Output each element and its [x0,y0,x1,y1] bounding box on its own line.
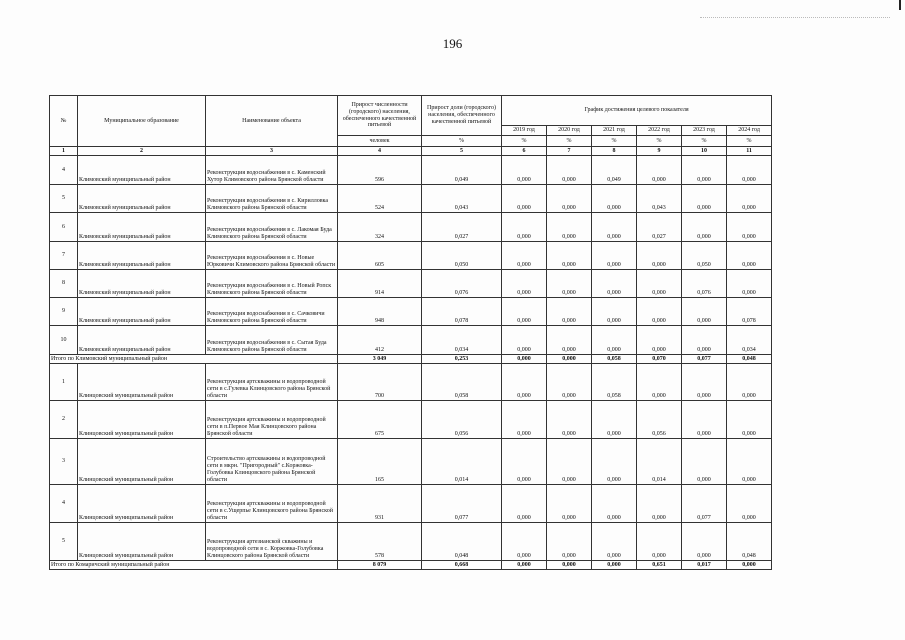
unit-people: человек [338,136,422,147]
year-value-cell: 0,000 [502,439,547,485]
pop-growth-cell: 675 [338,401,422,439]
pop-growth-cell: 605 [338,242,422,270]
year-value-cell: 0,000 [637,485,682,523]
year-value-cell: 0,000 [547,364,592,401]
total-year-value-cell: 0,058 [592,355,637,364]
year-value-cell: 0,000 [637,242,682,270]
year-value-cell: 0,000 [637,326,682,355]
pop-growth-cell: 524 [338,185,422,213]
total-year-value-cell: 0,000 [547,355,592,364]
col-number: 11 [727,147,772,156]
header-municipality: Муниципальное образование [78,96,206,147]
municipality-cell: Климовский муниципальный район [78,298,206,326]
row-number: 10 [50,326,78,355]
year-value-cell: 0,000 [502,213,547,242]
year-value-cell: 0,000 [502,523,547,561]
table-row [50,156,772,185]
row-number: 3 [50,439,78,485]
year-value-cell: 0,000 [682,156,727,185]
header-year: 2023 год [682,126,727,136]
year-value-cell: 0,000 [502,298,547,326]
header-year: 2022 год [637,126,682,136]
year-value-cell: 0,000 [547,401,592,439]
year-value-cell: 0,000 [727,185,772,213]
year-value-cell: 0,050 [682,242,727,270]
total-year-value-cell: 0,000 [547,561,592,570]
unit-year: % [727,136,772,147]
municipality-cell: Клинцовский муниципальный район [78,364,206,401]
year-value-cell: 0,000 [727,156,772,185]
header-share-growth: Прирост доли (городского) населения, обеспеченного качественной питьевой [422,96,502,136]
year-value-cell: 0,000 [592,270,637,298]
year-value-cell: 0,000 [727,364,772,401]
unit-year: % [637,136,682,147]
column-numbers-row [50,147,772,156]
total-pop-cell: 3 049 [338,355,422,364]
col-number: 2 [78,147,206,156]
year-value-cell: 0,000 [727,401,772,439]
share-growth-cell: 0,076 [422,270,502,298]
row-number: 7 [50,242,78,270]
year-value-cell: 0,000 [592,326,637,355]
year-value-cell: 0,000 [682,185,727,213]
table-row [50,185,772,213]
table-row [50,270,772,298]
pop-growth-cell: 596 [338,156,422,185]
total-year-value-cell: 0,000 [502,355,547,364]
year-value-cell: 0,000 [682,523,727,561]
year-value-cell: 0,000 [502,242,547,270]
table-row [50,298,772,326]
total-year-value-cell: 0,017 [682,561,727,570]
share-growth-cell: 0,078 [422,298,502,326]
total-share-cell: 0,253 [422,355,502,364]
year-value-cell: 0,000 [682,439,727,485]
header-year: 2020 год [547,126,592,136]
municipality-cell: Климовский муниципальный район [78,270,206,298]
object-name-cell: Реконструкция водоснабжения в с. Лакомая Буда Климовского района Брянской области [206,213,338,242]
share-growth-cell: 0,056 [422,401,502,439]
total-label: Итого по Климовский муниципальный район [50,355,338,364]
year-value-cell: 0,000 [547,326,592,355]
share-growth-cell: 0,014 [422,439,502,485]
row-number: 9 [50,298,78,326]
unit-year: % [682,136,727,147]
table-row [50,364,772,401]
object-name-cell: Реконструкция артскважины и водопроводной сети в с.Ущерпье Клинцовского района Брянской области [206,485,338,523]
total-label: Итого по Комаричский муниципальный район [50,561,338,570]
year-value-cell: 0,000 [592,401,637,439]
year-value-cell: 0,000 [502,485,547,523]
year-value-cell: 0,000 [637,523,682,561]
table-row [50,401,772,439]
share-growth-cell: 0,050 [422,242,502,270]
municipality-cell: Клинцовский муниципальный район [78,523,206,561]
share-growth-cell: 0,027 [422,213,502,242]
header-pop-growth: Прирост численности (городского) населения, обеспеченного качественной питьевой [338,96,422,136]
year-value-cell: 0,000 [682,401,727,439]
year-value-cell: 0,048 [727,523,772,561]
object-name-cell: Реконструкция водоснабжения в с. Каменский Хутор Климовского района Брянской области [206,156,338,185]
object-name-cell: Реконструкция водоснабжения в с. Новый Ропск Климовского района Брянской области [206,270,338,298]
year-value-cell: 0,076 [682,270,727,298]
year-value-cell: 0,000 [547,485,592,523]
pop-growth-cell: 324 [338,213,422,242]
municipality-cell: Климовский муниципальный район [78,185,206,213]
row-number: 6 [50,213,78,242]
year-value-cell: 0,049 [592,156,637,185]
pop-growth-cell: 948 [338,298,422,326]
table-row [50,523,772,561]
header-year: 2019 год [502,126,547,136]
header-year: 2024 год [727,126,772,136]
municipality-cell: Климовский муниципальный район [78,156,206,185]
pop-growth-cell: 165 [338,439,422,485]
year-value-cell: 0,000 [727,213,772,242]
municipality-cell: Клинцовский муниципальный район [78,439,206,485]
year-value-cell: 0,000 [727,242,772,270]
year-value-cell: 0,000 [682,298,727,326]
total-year-value-cell: 0,077 [682,355,727,364]
table-header [50,96,772,156]
total-year-value-cell: 0,651 [637,561,682,570]
share-growth-cell: 0,077 [422,485,502,523]
year-value-cell: 0,056 [637,401,682,439]
col-number: 1 [50,147,78,156]
year-value-cell: 0,000 [547,270,592,298]
total-pop-cell: 8 079 [338,561,422,570]
header-object-name: Наименование объекта [206,96,338,147]
total-share-cell: 0,668 [422,561,502,570]
year-value-cell: 0,000 [682,213,727,242]
unit-pct: % [422,136,502,147]
table-row [50,485,772,523]
row-number: 5 [50,185,78,213]
year-value-cell: 0,078 [727,298,772,326]
table-row [50,326,772,355]
year-value-cell: 0,000 [682,364,727,401]
year-value-cell: 0,000 [727,270,772,298]
municipality-cell: Климовский муниципальный район [78,326,206,355]
total-year-value-cell: 0,000 [592,561,637,570]
unit-year: % [547,136,592,147]
row-number: 2 [50,401,78,439]
row-number: 1 [50,364,78,401]
pop-growth-cell: 931 [338,485,422,523]
year-value-cell: 0,000 [547,213,592,242]
year-value-cell: 0,000 [547,523,592,561]
year-value-cell: 0,034 [727,326,772,355]
object-name-cell: Строительство артскважины и водопроводной сети в мкрн. "Пригородный" с.Коржовка-Голубовка Клинцовского района Брянской области [206,439,338,485]
year-value-cell: 0,000 [637,270,682,298]
object-name-cell: Реконструкция водоснабжения в с. Новые Юрковичи Климовского района Брянской области [206,242,338,270]
municipality-cell: Климовский муниципальный район [78,213,206,242]
row-number: 8 [50,270,78,298]
year-value-cell: 0,000 [637,156,682,185]
col-number: 10 [682,147,727,156]
year-value-cell: 0,000 [502,364,547,401]
col-number: 6 [502,147,547,156]
table-row [50,213,772,242]
col-number: 3 [206,147,338,156]
table-row [50,439,772,485]
share-growth-cell: 0,048 [422,523,502,561]
header-year: 2021 год [592,126,637,136]
year-value-cell: 0,000 [502,401,547,439]
year-value-cell: 0,000 [547,298,592,326]
year-value-cell: 0,000 [727,485,772,523]
year-value-cell: 0,000 [502,156,547,185]
total-year-value-cell: 0,070 [637,355,682,364]
row-number: 4 [50,156,78,185]
share-growth-cell: 0,058 [422,364,502,401]
table-row [50,242,772,270]
col-number: 4 [338,147,422,156]
pop-growth-cell: 914 [338,270,422,298]
row-number: 5 [50,523,78,561]
total-row [50,561,772,570]
year-value-cell: 0,000 [592,242,637,270]
year-value-cell: 0,027 [637,213,682,242]
object-name-cell: Реконструкция водоснабжения в с. Кирилловка Климовского района Брянской области [206,185,338,213]
unit-year: % [502,136,547,147]
year-value-cell: 0,000 [592,298,637,326]
year-value-cell: 0,000 [592,213,637,242]
object-name-cell: Реконструкция артезианской скважины и водопроводной сети в с. Коржовка-Голубовка Клинцовского района Брянской области [206,523,338,561]
share-growth-cell: 0,043 [422,185,502,213]
object-name-cell: Реконструкция водоснабжения в с. Сытая Буда Климовского района Брянской области [206,326,338,355]
year-value-cell: 0,000 [592,439,637,485]
table-body [50,156,772,570]
year-value-cell: 0,058 [592,364,637,401]
total-year-value-cell: 0,000 [502,561,547,570]
year-value-cell: 0,000 [682,326,727,355]
col-number: 8 [592,147,637,156]
page-number: 196 [442,36,463,51]
col-number: 7 [547,147,592,156]
year-value-cell: 0,000 [547,156,592,185]
row-number: 4 [50,485,78,523]
year-value-cell: 0,000 [592,523,637,561]
object-name-cell: Реконструкция водоснабжения в с. Сачковичи Климовского района Брянской области [206,298,338,326]
year-value-cell: 0,014 [637,439,682,485]
municipality-cell: Климовский муниципальный район [78,242,206,270]
total-year-value-cell: 0,048 [727,355,772,364]
total-year-value-cell: 0,000 [727,561,772,570]
year-value-cell: 0,000 [727,439,772,485]
year-value-cell: 0,000 [502,185,547,213]
col-number: 9 [637,147,682,156]
col-number: 5 [422,147,502,156]
year-value-cell: 0,000 [502,270,547,298]
top-dotted-rule [700,17,890,18]
share-growth-cell: 0,049 [422,156,502,185]
header-schedule: График достижения целевого показателя [502,96,772,126]
total-row [50,355,772,364]
pop-growth-cell: 412 [338,326,422,355]
page-edge-mark [899,0,901,10]
pop-growth-cell: 578 [338,523,422,561]
year-value-cell: 0,000 [547,439,592,485]
year-value-cell: 0,000 [637,364,682,401]
year-value-cell: 0,000 [547,185,592,213]
year-value-cell: 0,077 [682,485,727,523]
year-value-cell: 0,000 [547,242,592,270]
share-growth-cell: 0,034 [422,326,502,355]
unit-year: % [592,136,637,147]
year-value-cell: 0,000 [592,485,637,523]
year-value-cell: 0,000 [502,326,547,355]
year-value-cell: 0,000 [592,185,637,213]
municipality-cell: Клинцовский муниципальный район [78,401,206,439]
data-table [49,95,772,570]
year-value-cell: 0,043 [637,185,682,213]
year-value-cell: 0,000 [637,298,682,326]
object-name-cell: Реконструкция артскважины и водопроводной сети в п.Первое Мая Клинцовского района Брянской области [206,401,338,439]
header-no: № [50,96,78,147]
object-name-cell: Реконструкция артскважины и водопроводной сети в с.Гулевка Клинцовского района Брянской области [206,364,338,401]
pop-growth-cell: 700 [338,364,422,401]
municipality-cell: Клинцовский муниципальный район [78,485,206,523]
